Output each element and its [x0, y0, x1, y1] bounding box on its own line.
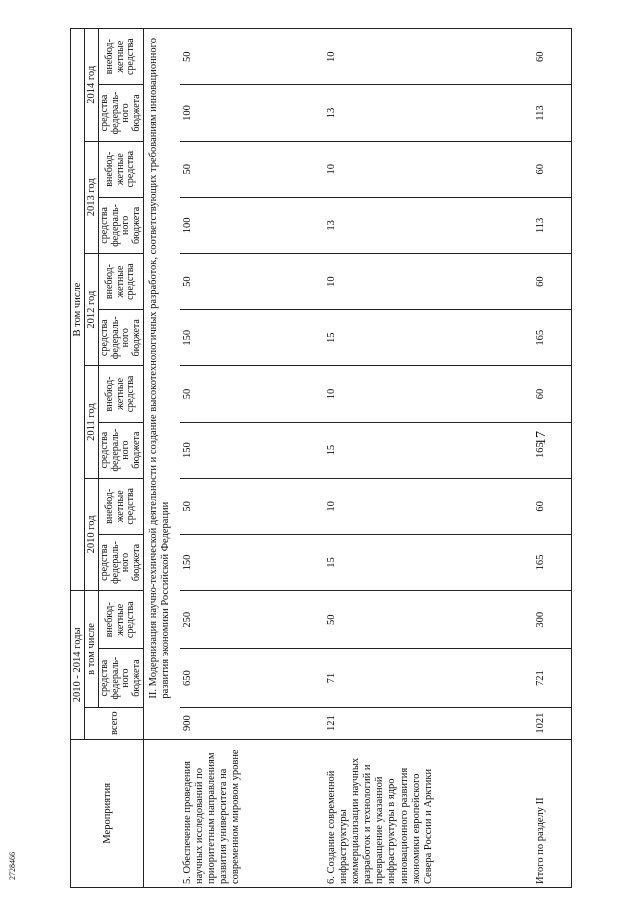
header-extra: внебюд-жетные средства: [99, 366, 144, 422]
budget-table: [70, 28, 572, 888]
cell-value: 60: [533, 478, 572, 534]
cell-value: 50: [180, 29, 324, 85]
cell-value: 60: [533, 253, 572, 309]
document-code: 2728466: [8, 852, 17, 880]
header-year-2013: 2013 год: [85, 141, 99, 253]
header-federal: средства федераль-ного бюджета: [99, 649, 144, 707]
cell-value: 100: [180, 85, 324, 141]
header-federal: средства федераль-ного бюджета: [99, 197, 144, 253]
header-total: всего: [85, 707, 144, 739]
cell-value: 15: [324, 310, 533, 366]
cell-value: 165: [533, 534, 572, 590]
cell-value: 50: [324, 591, 533, 649]
table-row: [180, 29, 324, 888]
header-incl-top: В том числе: [71, 29, 85, 591]
cell-value: 150: [180, 534, 324, 590]
cell-value: 113: [533, 85, 572, 141]
cell-value: 650: [180, 649, 324, 707]
cell-value: 10: [324, 141, 533, 197]
cell-value: 50: [180, 366, 324, 422]
header-year-2012: 2012 год: [85, 253, 99, 365]
cell-value: 113: [533, 197, 572, 253]
header-extra: внебюд-жетные средства: [99, 141, 144, 197]
header-federal: средства федераль-ного бюджета: [99, 310, 144, 366]
cell-value: 10: [324, 366, 533, 422]
cell-value: 13: [324, 85, 533, 141]
table-row-total: [533, 29, 572, 888]
header-year-2010: 2010 год: [85, 478, 99, 590]
cell-value: 10: [324, 478, 533, 534]
row-name: 6. Создание современной инфраструктуры коммерциализации научных разработок и технологий и превращение указанной инфраструктуры в ядро инновационного развития экономики европейского Севера России и Арктики: [324, 739, 533, 887]
cell-value: 15: [324, 534, 533, 590]
cell-value: 10: [324, 253, 533, 309]
cell-value: 150: [180, 310, 324, 366]
cell-value: 300: [533, 591, 572, 649]
header-incl: в том числе: [85, 591, 99, 708]
cell-value: 15: [324, 422, 533, 478]
header-activity: Мероприятия: [71, 739, 144, 887]
rotated-table-container: [70, 18, 550, 888]
cell-total: 1021: [533, 707, 572, 739]
row-name: Итого по разделу II: [533, 739, 572, 887]
cell-value: 165: [533, 310, 572, 366]
header-federal: средства федераль-ного бюджета: [99, 422, 144, 478]
page-number: 17: [534, 431, 549, 445]
cell-value: 71: [324, 649, 533, 707]
cell-value: 721: [533, 649, 572, 707]
cell-value: 60: [533, 141, 572, 197]
cell-value: 165: [533, 422, 572, 478]
header-total-period: 2010 - 2014 годы: [71, 591, 85, 739]
header-year-2014: 2014 год: [85, 29, 99, 142]
header-federal: средства федераль-ного бюджета: [99, 534, 144, 590]
section-title: II. Модернизация научно-технической деятельности и создание высокотехнологичных разработок, соответствующих требованиям инновационного развития экономики Российской Федерации: [144, 29, 181, 740]
header-extra: внебюд-жетные средства: [99, 478, 144, 534]
cell-value: 150: [180, 422, 324, 478]
cell-total: 900: [180, 707, 324, 739]
cell-total: 121: [324, 707, 533, 739]
header-year-2011: 2011 год: [85, 366, 99, 478]
cell-value: 60: [533, 29, 572, 85]
cell-value: 250: [180, 591, 324, 649]
header-extra: внебюд-жетные средства: [99, 591, 144, 649]
cell-value: 10: [324, 29, 533, 85]
cell-value: 60: [533, 366, 572, 422]
header-extra: внебюд-жетные средства: [99, 29, 144, 85]
cell-value: 50: [180, 253, 324, 309]
table-row: [324, 29, 533, 888]
row-name: 5. Обеспечение проведения научных исследований по приоритетным направлениям развития университета на современном мировом уровне: [180, 739, 324, 887]
header-federal: средства федераль-ного бюджета: [99, 85, 144, 141]
header-extra: внебюд-жетные средства: [99, 253, 144, 309]
cell-value: 13: [324, 197, 533, 253]
cell-value: 50: [180, 141, 324, 197]
cell-value: 50: [180, 478, 324, 534]
cell-value: 100: [180, 197, 324, 253]
